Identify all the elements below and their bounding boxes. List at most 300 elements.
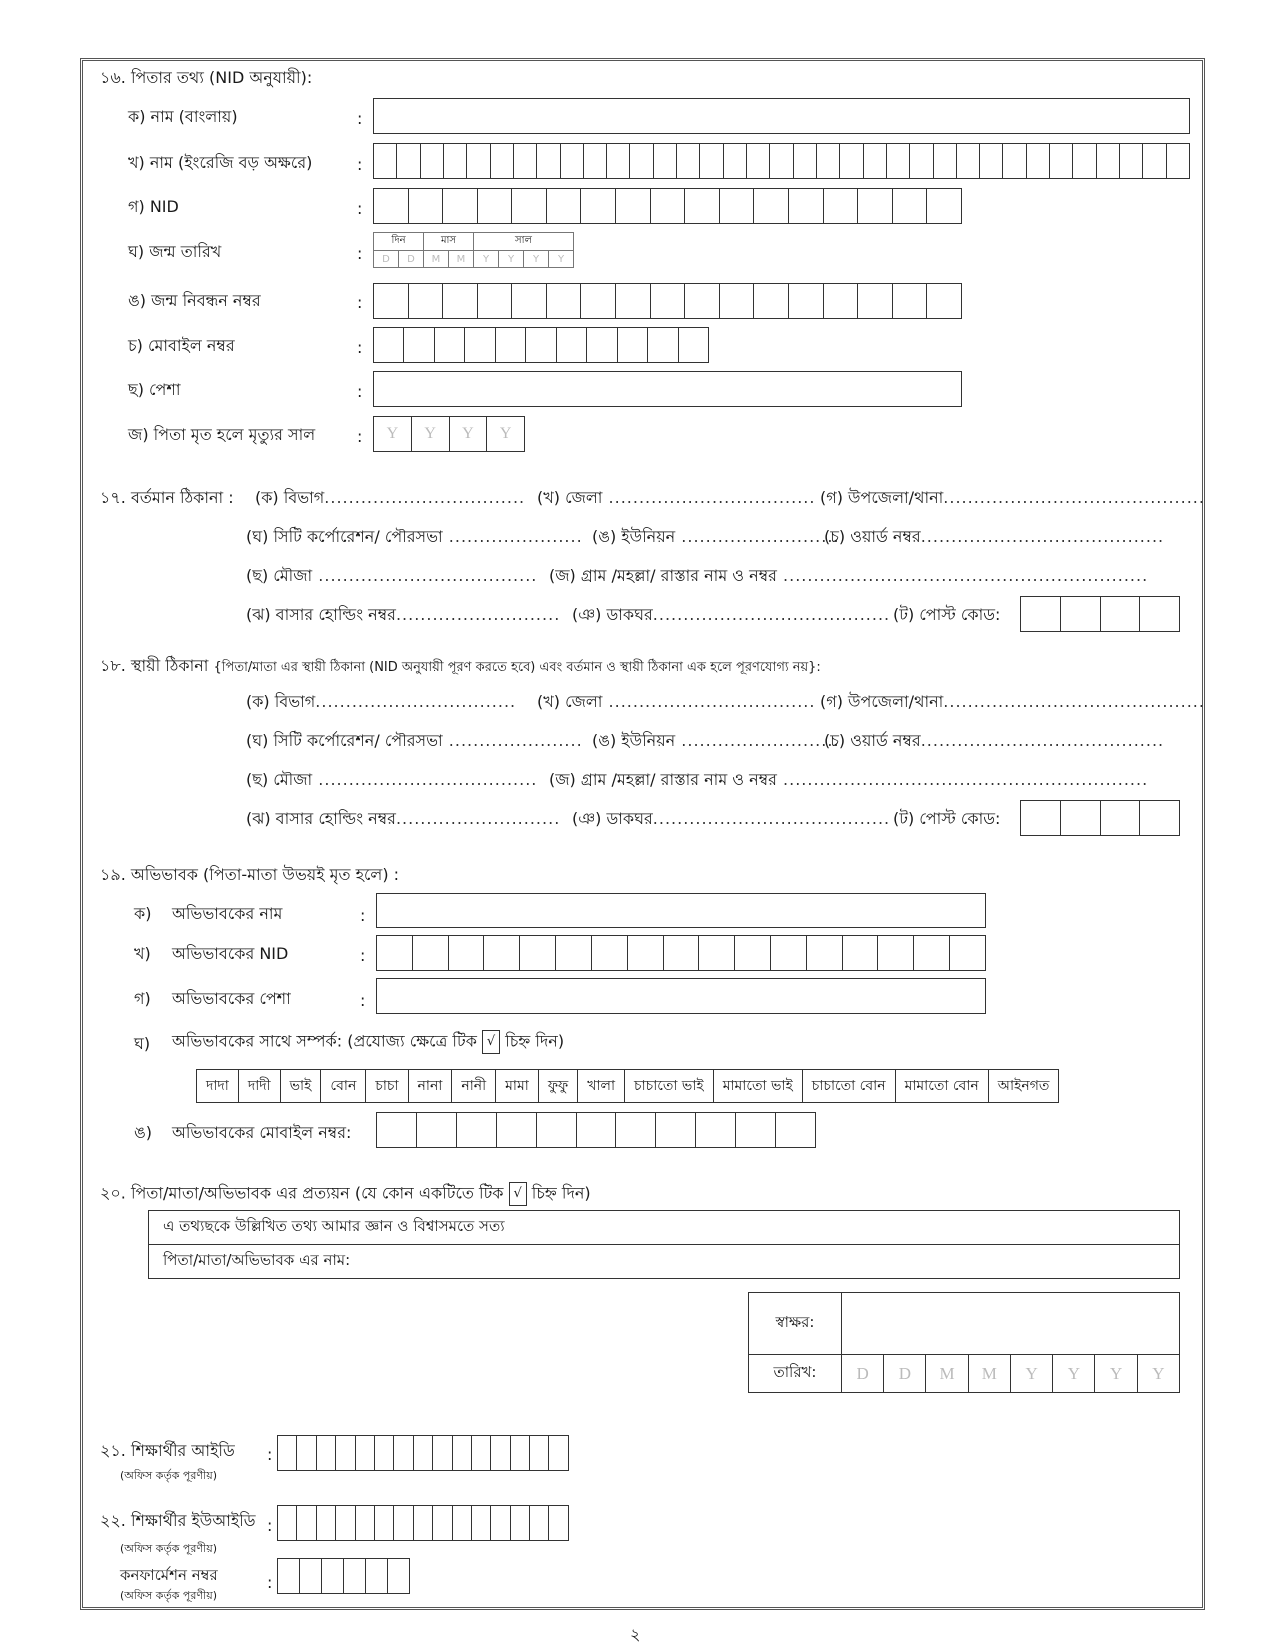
father-occupation-label: ছ) পেশা	[128, 380, 181, 399]
input-cell[interactable]	[336, 1436, 355, 1470]
present-district-label: (খ) জেলা	[537, 488, 603, 507]
input-cell[interactable]	[618, 328, 648, 362]
present-union-field[interactable]: (ঙ) ইউনিয়ন ..........................	[592, 527, 840, 546]
permanent-division-field[interactable]: (ক) বিভাগ.................................	[246, 692, 517, 711]
input-cell[interactable]	[317, 1436, 336, 1470]
guardian-relation-key: ঘ)	[134, 1034, 151, 1053]
input-cell[interactable]	[789, 189, 824, 223]
input-cell[interactable]	[630, 144, 653, 178]
input-cell[interactable]	[496, 328, 526, 362]
input-cell[interactable]	[444, 144, 467, 178]
input-cell[interactable]	[472, 1436, 491, 1470]
student-id-input[interactable]	[277, 1435, 569, 1471]
input-cell[interactable]	[556, 936, 592, 970]
relation-option[interactable]: ফুফু	[538, 1070, 577, 1103]
input-cell[interactable]	[512, 284, 547, 318]
input-cell[interactable]	[587, 328, 617, 362]
section-16-title: ১৬. পিতার তথ্য (NID অনুযায়ী):	[100, 68, 313, 87]
input-cell[interactable]	[927, 189, 962, 223]
input-cell[interactable]	[736, 1113, 776, 1147]
input-cell[interactable]	[607, 144, 630, 178]
input-cell[interactable]	[720, 284, 755, 318]
guardian-occupation-input[interactable]	[376, 978, 986, 1014]
input-cell[interactable]	[478, 189, 513, 223]
input-cell[interactable]	[1061, 801, 1101, 835]
present-post-code-input[interactable]	[1020, 596, 1180, 632]
input-cell[interactable]	[720, 189, 755, 223]
father-birth-reg-input[interactable]	[373, 283, 962, 319]
input-cell[interactable]	[858, 284, 893, 318]
relation-prefix: অভিভাবকের সাথে সম্পর্ক: (প্রযোজ্য ক্ষেত্রে টিক	[172, 1031, 477, 1051]
input-cell[interactable]	[526, 328, 556, 362]
colon: :	[360, 906, 366, 925]
input-cell[interactable]	[344, 1559, 366, 1593]
input-cell[interactable]	[465, 328, 495, 362]
permanent-post-office-label: (ঞ) ডাকঘর	[572, 809, 653, 828]
father-death-year-input[interactable]	[373, 416, 525, 452]
confirmation-number-note: (অফিস কর্তৃক পূরণীয়)	[120, 1589, 217, 1602]
date-cell[interactable]: M	[926, 1355, 968, 1393]
input-cell[interactable]	[980, 144, 1003, 178]
input-cell[interactable]	[491, 1436, 510, 1470]
input-cell[interactable]	[1050, 144, 1073, 178]
colon: :	[267, 1445, 273, 1464]
year-cell[interactable]: Y	[374, 417, 412, 451]
input-cell[interactable]	[776, 1113, 816, 1147]
input-cell[interactable]	[910, 144, 933, 178]
input-cell[interactable]	[843, 936, 879, 970]
colon: :	[267, 1573, 273, 1592]
father-name-en-label: খ) নাম (ইংরেজি বড় অক্ষরে)	[128, 153, 313, 172]
date-cell[interactable]: D	[841, 1355, 883, 1393]
input-cell[interactable]	[858, 189, 893, 223]
relation-option[interactable]: চাচাতো বোন	[802, 1070, 895, 1103]
relation-option[interactable]: খালা	[578, 1070, 625, 1103]
relation-option[interactable]: আইনগত	[988, 1070, 1059, 1103]
guardian-name-declaration-label: পিতা/মাতা/অভিভাবক এর নাম:	[163, 1250, 351, 1269]
input-cell[interactable]	[377, 1113, 417, 1147]
present-ward-label: (চ) ওয়ার্ড নম্বর	[824, 527, 921, 546]
dob-cell[interactable]: D	[399, 251, 424, 268]
input-cell[interactable]	[484, 936, 520, 970]
input-cell[interactable]	[1140, 597, 1180, 631]
input-cell[interactable]	[581, 189, 616, 223]
relation-option[interactable]: মামাতো বোন	[895, 1070, 988, 1103]
colon: :	[357, 293, 363, 312]
input-cell[interactable]	[377, 936, 413, 970]
present-upazila-label: (গ) উপজেলা/থানা	[820, 488, 944, 507]
father-birth-reg-label: ঙ) জন্ম নিবন্ধন নম্বর	[128, 291, 261, 310]
input-cell[interactable]	[414, 1436, 433, 1470]
input-cell[interactable]	[1021, 597, 1061, 631]
input-cell[interactable]	[467, 144, 490, 178]
input-cell[interactable]	[433, 1506, 452, 1540]
input-cell[interactable]	[491, 144, 514, 178]
input-cell[interactable]	[696, 1113, 736, 1147]
input-cell[interactable]	[374, 189, 409, 223]
input-cell[interactable]	[397, 144, 420, 178]
confirmation-number-title: কনফার্মেশন নম্বর	[120, 1566, 218, 1584]
input-cell[interactable]	[1003, 144, 1026, 178]
guardian-mobile-label: অভিভাবকের মোবাইল নম্বর:	[172, 1123, 352, 1142]
input-cell[interactable]	[878, 936, 914, 970]
section-18-heading	[100, 656, 821, 675]
present-holding-field[interactable]: (ঝ) বাসার হোল্ডিং নম্বর...........................	[246, 605, 561, 624]
input-cell[interactable]	[300, 1559, 322, 1593]
input-cell[interactable]	[394, 1436, 413, 1470]
input-cell[interactable]	[297, 1506, 316, 1540]
input-cell[interactable]	[616, 189, 651, 223]
input-cell[interactable]	[656, 1113, 696, 1147]
permanent-upazila-label: (গ) উপজেলা/থানা	[820, 692, 944, 711]
section-21-note: (অফিস কর্তৃক পূরণীয়)	[120, 1469, 217, 1482]
present-village-field[interactable]: (জ) গ্রাম /মহল্লা/ রাস্তার নাম ও নম্বর ............................................................	[549, 566, 1149, 585]
input-cell[interactable]	[724, 144, 747, 178]
dob-year-header: সাল	[474, 233, 574, 251]
present-district-field[interactable]: (খ) জেলা ..................................	[537, 488, 816, 507]
relation-option[interactable]: নানী	[452, 1070, 496, 1103]
input-cell[interactable]	[317, 1506, 336, 1540]
input-cell[interactable]	[840, 144, 863, 178]
father-mobile-label: চ) মোবাইল নম্বর	[128, 336, 235, 355]
section-20-title-prefix: ২০. পিতা/মাতা/অভিভাবক এর প্রত্যয়ন (যে কোন একটিতে টিক	[100, 1183, 504, 1203]
dob-month-header: মাস	[424, 233, 474, 251]
section-17-title: ১৭. বর্তমান ঠিকানা :	[100, 488, 234, 507]
input-cell[interactable]	[789, 284, 824, 318]
year-cell[interactable]: Y	[487, 417, 525, 451]
signature-input[interactable]	[841, 1293, 1179, 1355]
guardian-occupation-key: গ)	[134, 989, 151, 1008]
input-cell[interactable]	[807, 936, 843, 970]
present-city-field[interactable]: (ঘ) সিটি কর্পোরেশন/ পৌরসভা ......................	[246, 527, 583, 546]
colon: :	[267, 1516, 273, 1535]
input-cell[interactable]	[616, 284, 651, 318]
dob-cell[interactable]: Y	[549, 251, 574, 268]
input-cell[interactable]	[1120, 144, 1143, 178]
input-cell[interactable]	[735, 936, 771, 970]
input-cell[interactable]	[1021, 801, 1061, 835]
present-division-field[interactable]: (ক) বিভাগ.................................	[255, 488, 526, 507]
input-cell[interactable]	[770, 144, 793, 178]
relation-suffix: চিহ্ন দিন)	[505, 1031, 565, 1051]
permanent-city-field[interactable]: (ঘ) সিটি কর্পোরেশন/ পৌরসভা ......................	[246, 731, 583, 750]
permanent-district-field[interactable]: (খ) জেলা ..................................	[537, 692, 816, 711]
input-cell[interactable]	[700, 144, 723, 178]
input-cell[interactable]	[628, 936, 664, 970]
input-cell[interactable]	[443, 189, 478, 223]
input-cell[interactable]	[374, 144, 397, 178]
input-cell[interactable]	[654, 144, 677, 178]
permanent-village-label: (জ) গ্রাম /মহল্লা/ রাস্তার নাম ও নম্বর	[549, 770, 777, 789]
input-cell[interactable]	[530, 1506, 549, 1540]
guardian-nid-input[interactable]	[376, 935, 986, 971]
input-cell[interactable]	[893, 284, 928, 318]
input-cell[interactable]	[817, 144, 840, 178]
input-cell[interactable]	[435, 328, 465, 362]
input-cell[interactable]	[409, 189, 444, 223]
input-cell[interactable]	[278, 1436, 297, 1470]
input-cell[interactable]	[547, 189, 582, 223]
input-cell[interactable]	[297, 1436, 316, 1470]
dob-cell[interactable]: M	[424, 251, 449, 268]
present-mouza-field[interactable]: (ছ) মৌজা ....................................	[246, 566, 538, 585]
permanent-ward-field[interactable]: (চ) ওয়ার্ড নম্বর........................................	[824, 731, 1165, 750]
guardian-name-input[interactable]	[376, 893, 986, 928]
section-22-note: (অফিস কর্তৃক পূরণীয়)	[120, 1542, 217, 1555]
input-cell[interactable]	[388, 1559, 410, 1593]
input-cell[interactable]	[356, 1436, 375, 1470]
input-cell[interactable]	[374, 328, 404, 362]
declaration-statement-option[interactable]	[149, 1211, 1179, 1244]
input-cell[interactable]	[1140, 801, 1180, 835]
confirmation-number-input[interactable]	[277, 1558, 410, 1594]
guardian-occupation-label: অভিভাবকের পেশা	[172, 989, 291, 1008]
date-cell[interactable]: D	[884, 1355, 926, 1393]
present-post-office-field[interactable]: (ঞ) ডাকঘর.......................................	[572, 605, 891, 624]
colon: :	[357, 199, 363, 218]
relation-option[interactable]: ভাই	[280, 1070, 321, 1103]
input-cell[interactable]	[1101, 597, 1141, 631]
input-cell[interactable]	[685, 189, 720, 223]
dob-cell[interactable]: Y	[499, 251, 524, 268]
guardian-mobile-key: ঙ)	[134, 1123, 152, 1142]
father-name-bn-input[interactable]	[373, 98, 1190, 134]
father-nid-input[interactable]	[373, 188, 962, 224]
colon: :	[357, 427, 363, 446]
date-cell[interactable]: Y	[1010, 1355, 1052, 1393]
permanent-ward-label: (চ) ওয়ার্ড নম্বর	[824, 731, 921, 750]
input-cell[interactable]	[1061, 597, 1101, 631]
input-cell[interactable]	[356, 1506, 375, 1540]
father-name-en-input[interactable]	[373, 143, 1190, 179]
input-cell[interactable]	[520, 936, 556, 970]
input-cell[interactable]	[512, 189, 547, 223]
input-cell[interactable]	[927, 284, 962, 318]
input-cell[interactable]	[417, 1113, 457, 1147]
input-cell[interactable]	[1073, 144, 1096, 178]
input-cell[interactable]	[457, 1113, 497, 1147]
dob-cell[interactable]: Y	[474, 251, 499, 268]
input-cell[interactable]	[278, 1559, 300, 1593]
page-number: ২	[630, 1625, 641, 1644]
tick-icon: √	[482, 1030, 500, 1054]
declaration-box	[148, 1210, 1180, 1279]
input-cell[interactable]	[685, 284, 720, 318]
date-cell[interactable]: Y	[1053, 1355, 1095, 1393]
input-cell[interactable]	[453, 1506, 472, 1540]
input-cell[interactable]	[934, 144, 957, 178]
relation-option[interactable]: মামা	[496, 1070, 539, 1103]
input-cell[interactable]	[824, 189, 859, 223]
date-cell[interactable]: Y	[1137, 1355, 1179, 1393]
father-dob-label: ঘ) জন্ম তারিখ	[128, 242, 222, 261]
input-cell[interactable]	[577, 1113, 617, 1147]
permanent-post-code-input[interactable]	[1020, 800, 1180, 836]
input-cell[interactable]	[549, 1436, 568, 1470]
colon: :	[357, 109, 363, 128]
input-cell[interactable]	[409, 284, 444, 318]
input-cell[interactable]	[413, 936, 449, 970]
input-cell[interactable]	[950, 936, 986, 970]
input-cell[interactable]	[561, 144, 584, 178]
input-cell[interactable]	[677, 144, 700, 178]
section-18-note: {পিতা/মাতা এর স্থায়ী ঠিকানা (NID অনুযায়ী পূরণ করতে হবে) এবং বর্তমান ও স্থায়ী ঠিকানা এক হলে পূরণযোগ্য নয়}:	[213, 660, 821, 675]
relation-option[interactable]: বোন	[321, 1070, 366, 1103]
relation-option[interactable]: নানা	[408, 1070, 452, 1103]
permanent-mouza-label: (ছ) মৌজা	[246, 770, 313, 789]
permanent-division-label: (ক) বিভাগ	[246, 692, 316, 711]
present-mouza-label: (ছ) মৌজা	[246, 566, 313, 585]
input-cell[interactable]	[1097, 144, 1120, 178]
colon: :	[360, 946, 366, 965]
year-cell[interactable]: Y	[412, 417, 450, 451]
input-cell[interactable]	[497, 1113, 537, 1147]
section-18-title: ১৮. স্থায়ী ঠিকানা	[100, 656, 209, 675]
input-cell[interactable]	[651, 284, 686, 318]
permanent-city-label: (ঘ) সিটি কর্পোরেশন/ পৌরসভা	[246, 731, 443, 750]
date-label: তারিখ:	[749, 1355, 842, 1393]
section-20-heading	[100, 1182, 591, 1206]
signature-date-block	[748, 1292, 1180, 1393]
input-cell[interactable]	[511, 1436, 530, 1470]
year-cell[interactable]: Y	[450, 417, 488, 451]
input-cell[interactable]	[747, 144, 770, 178]
input-cell[interactable]	[592, 936, 628, 970]
input-cell[interactable]	[404, 328, 434, 362]
input-cell[interactable]	[754, 189, 789, 223]
input-cell[interactable]	[278, 1506, 297, 1540]
section-20-title-suffix: চিহ্ন দিন)	[531, 1183, 591, 1203]
input-cell[interactable]	[336, 1506, 355, 1540]
input-cell[interactable]	[584, 144, 607, 178]
colon: :	[357, 244, 363, 263]
input-cell[interactable]	[581, 284, 616, 318]
guardian-relation-options	[196, 1069, 1059, 1103]
guardian-nid-label: অভিভাবকের NID	[172, 944, 289, 963]
relation-option[interactable]: দাদী	[238, 1070, 280, 1103]
input-cell[interactable]	[957, 144, 980, 178]
present-upazila-field[interactable]: (গ) উপজেলা/থানা...........................................	[820, 488, 1205, 507]
input-cell[interactable]	[771, 936, 807, 970]
permanent-post-office-field[interactable]: (ঞ) ডাকঘর.......................................	[572, 809, 891, 828]
permanent-holding-label: (ঝ) বাসার হোল্ডিং নম্বর	[246, 809, 396, 828]
section-19-title: ১৯. অভিভাবক (পিতা-মাতা উভয়ই মৃত হলে) :	[100, 865, 400, 884]
father-dob-input[interactable]	[373, 232, 574, 268]
section-21-title: ২১. শিক্ষার্থীর আইডি	[100, 1441, 235, 1460]
permanent-holding-field[interactable]: (ঝ) বাসার হোল্ডিং নম্বর...........................	[246, 809, 561, 828]
input-cell[interactable]	[414, 1506, 433, 1540]
input-cell[interactable]	[864, 144, 887, 178]
input-cell[interactable]	[914, 936, 950, 970]
guardian-name-key: ক)	[134, 904, 152, 923]
input-cell[interactable]	[679, 328, 709, 362]
present-ward-field[interactable]: (চ) ওয়ার্ড নম্বর........................................	[824, 527, 1165, 546]
permanent-post-code-label: (ট) পোস্ট কোড:	[893, 809, 1001, 828]
relation-option[interactable]: চাচা	[366, 1070, 408, 1103]
input-cell[interactable]	[530, 1436, 549, 1470]
input-cell[interactable]	[549, 1506, 568, 1540]
dob-cell[interactable]: Y	[524, 251, 549, 268]
guardian-name-declaration-field[interactable]	[149, 1244, 1179, 1277]
input-cell[interactable]	[478, 284, 513, 318]
input-cell[interactable]	[322, 1559, 344, 1593]
father-mobile-input[interactable]	[373, 327, 709, 363]
input-cell[interactable]	[511, 1506, 530, 1540]
permanent-village-field[interactable]: (জ) গ্রাম /মহল্লা/ রাস্তার নাম ও নম্বর ............................................................	[549, 770, 1149, 789]
input-cell[interactable]	[794, 144, 817, 178]
relation-option[interactable]: মামাতো ভাই	[713, 1070, 802, 1103]
input-cell[interactable]	[824, 284, 859, 318]
input-cell[interactable]	[651, 189, 686, 223]
student-uid-input[interactable]	[277, 1505, 569, 1541]
tick-icon: √	[509, 1182, 527, 1206]
signature-label: স্বাক্ষর:	[749, 1293, 842, 1355]
permanent-mouza-field[interactable]: (ছ) মৌজা ....................................	[246, 770, 538, 789]
permanent-district-label: (খ) জেলা	[537, 692, 603, 711]
input-cell[interactable]	[472, 1506, 491, 1540]
input-cell[interactable]	[421, 144, 444, 178]
input-cell[interactable]	[394, 1506, 413, 1540]
dob-cell[interactable]: D	[374, 251, 399, 268]
father-name-bn-label: ক) নাম (বাংলায়)	[128, 107, 238, 126]
input-cell[interactable]	[616, 1113, 656, 1147]
input-cell[interactable]	[1143, 144, 1166, 178]
input-cell[interactable]	[1167, 144, 1190, 178]
input-cell[interactable]	[374, 284, 409, 318]
input-cell[interactable]	[699, 936, 735, 970]
date-cell[interactable]: Y	[1095, 1355, 1137, 1393]
input-cell[interactable]	[433, 1436, 452, 1470]
input-cell[interactable]	[893, 189, 928, 223]
input-cell[interactable]	[1101, 801, 1141, 835]
colon: :	[357, 338, 363, 357]
input-cell[interactable]	[537, 1113, 577, 1147]
present-village-label: (জ) গ্রাম /মহল্লা/ রাস্তার নাম ও নম্বর	[549, 566, 777, 585]
relation-option[interactable]: চাচাতো ভাই	[625, 1070, 714, 1103]
input-cell[interactable]	[366, 1559, 388, 1593]
input-cell[interactable]	[443, 284, 478, 318]
input-cell[interactable]	[557, 328, 587, 362]
present-union-label: (ঙ) ইউনিয়ন	[592, 527, 676, 546]
input-cell[interactable]	[887, 144, 910, 178]
relation-option[interactable]: দাদা	[197, 1070, 239, 1103]
input-cell[interactable]	[1027, 144, 1050, 178]
permanent-upazila-field[interactable]: (গ) উপজেলা/থানা...........................................	[820, 692, 1205, 711]
colon: :	[360, 991, 366, 1010]
section-22-title: ২২. শিক্ষার্থীর ইউআইডি	[100, 1511, 256, 1530]
guardian-name-label: অভিভাবকের নাম	[172, 904, 283, 923]
dob-cell[interactable]: M	[449, 251, 474, 268]
input-cell[interactable]	[491, 1506, 510, 1540]
input-cell[interactable]	[547, 284, 582, 318]
input-cell[interactable]	[449, 936, 485, 970]
input-cell[interactable]	[664, 936, 700, 970]
father-occupation-input[interactable]	[373, 371, 962, 407]
input-cell[interactable]	[453, 1436, 472, 1470]
input-cell[interactable]	[375, 1436, 394, 1470]
input-cell[interactable]	[375, 1506, 394, 1540]
permanent-union-field[interactable]: (ঙ) ইউনিয়ন ..........................	[592, 731, 840, 750]
guardian-relation-instruction	[172, 1030, 564, 1054]
date-cell[interactable]: M	[968, 1355, 1010, 1393]
input-cell[interactable]	[537, 144, 560, 178]
present-division-label: (ক) বিভাগ	[255, 488, 325, 507]
input-cell[interactable]	[514, 144, 537, 178]
input-cell[interactable]	[648, 328, 678, 362]
guardian-mobile-input[interactable]	[376, 1112, 816, 1148]
input-cell[interactable]	[754, 284, 789, 318]
permanent-union-label: (ঙ) ইউনিয়ন	[592, 731, 676, 750]
